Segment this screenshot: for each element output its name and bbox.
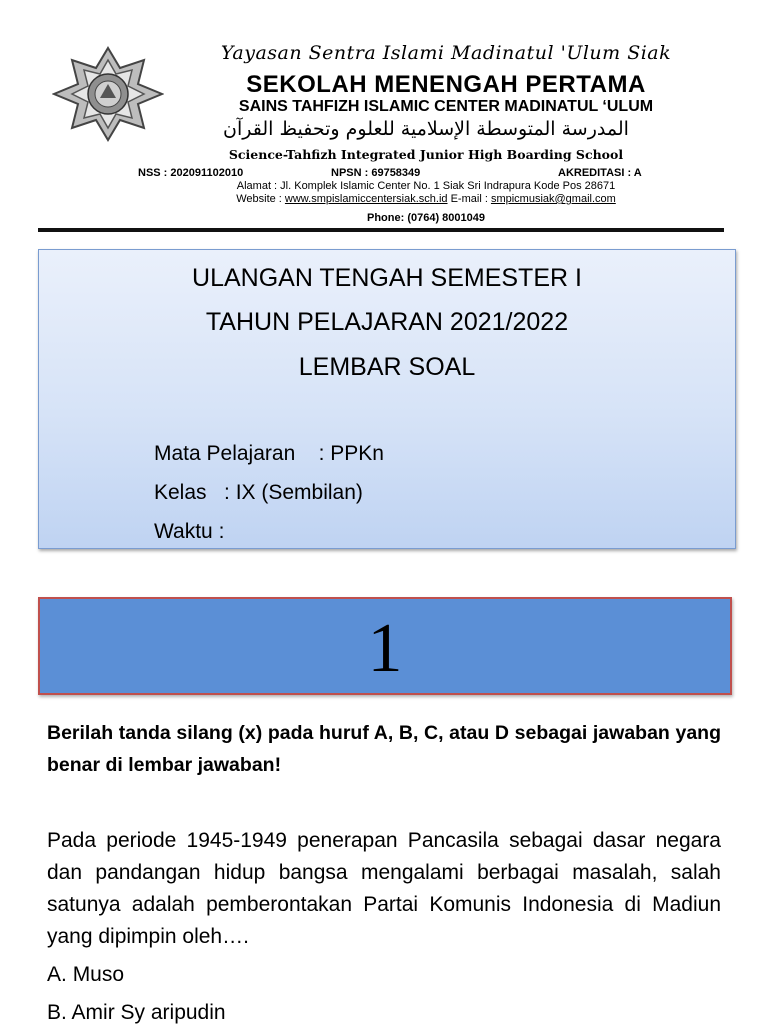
website-label: Website : bbox=[236, 193, 282, 205]
header-divider bbox=[38, 228, 724, 232]
email-label: E-mail : bbox=[450, 193, 488, 205]
academic-year: TAHUN PELAJARAN 2021/2022 bbox=[205, 308, 569, 336]
option-letter: A. bbox=[47, 963, 67, 986]
option-text: Muso bbox=[72, 963, 125, 986]
nss-number: NSS : 202091102010 bbox=[138, 167, 244, 179]
npsn-number: NPSN : 69758349 bbox=[331, 167, 421, 179]
exam-title: ULANGAN TENGAH SEMESTER I bbox=[192, 264, 582, 292]
school-phone: Phone: (0764) 8001049 bbox=[366, 212, 485, 224]
foundation-name: Yayasan Sentra Islami Madinatul 'Ulum Siak bbox=[220, 42, 672, 64]
school-subtitle: SAINS TAHFIZH ISLAMIC CENTER MADINATUL ‘ULUM bbox=[238, 98, 654, 115]
option-a bbox=[47, 963, 124, 987]
section-number-banner bbox=[38, 597, 732, 695]
arabic-school-name: المدرسة المتوسطة الإسلامية للعلوم وتحفيظ القرآن bbox=[223, 118, 629, 140]
question-text: Pada periode 1945-1949 penerapan Pancasila sebagai dasar negara dan pandangan hidup bangsa mengalami berbagai masalah, salah satunya adalah pemberontakan Partai Komunis Indonesia di Madiun yang dipimpin oleh…. bbox=[47, 829, 721, 948]
option-text: Amir Sy aripudin bbox=[71, 1001, 226, 1024]
school-name: SEKOLAH MENENGAH PERTAMA bbox=[246, 71, 646, 98]
sheet-title: LEMBAR SOAL bbox=[298, 353, 476, 381]
time-info: Waktu : bbox=[154, 520, 225, 543]
email-link[interactable]: smpicmusiak@gmail.com bbox=[490, 193, 616, 205]
accreditation: AKREDITASI : A bbox=[558, 167, 642, 179]
option-b bbox=[47, 1001, 226, 1025]
english-school-name: Science-Tahfizh Integrated Junior High Boarding School bbox=[228, 147, 624, 162]
option-letter: B. bbox=[47, 1001, 67, 1024]
school-address: Alamat : Jl. Komplek Islamic Center No. 1 Siak Sri Indrapura Kode Pos 28671 bbox=[236, 180, 616, 192]
section-number: 1 bbox=[367, 610, 403, 687]
exam-info-box bbox=[38, 249, 736, 549]
letterhead bbox=[38, 36, 724, 234]
class-info: Kelas : IX (Sembilan) bbox=[154, 481, 363, 504]
contact-line bbox=[126, 193, 726, 205]
school-ids bbox=[138, 167, 708, 181]
subject-info: Mata Pelajaran : PPKn bbox=[154, 442, 384, 465]
website-link[interactable]: www.smpislamiccentersiak.sch.id bbox=[284, 193, 448, 205]
instruction-text: Berilah tanda silang (x) pada huruf A, B, C, atau D sebagai jawaban yang benar di lembar jawaban! bbox=[47, 722, 721, 776]
